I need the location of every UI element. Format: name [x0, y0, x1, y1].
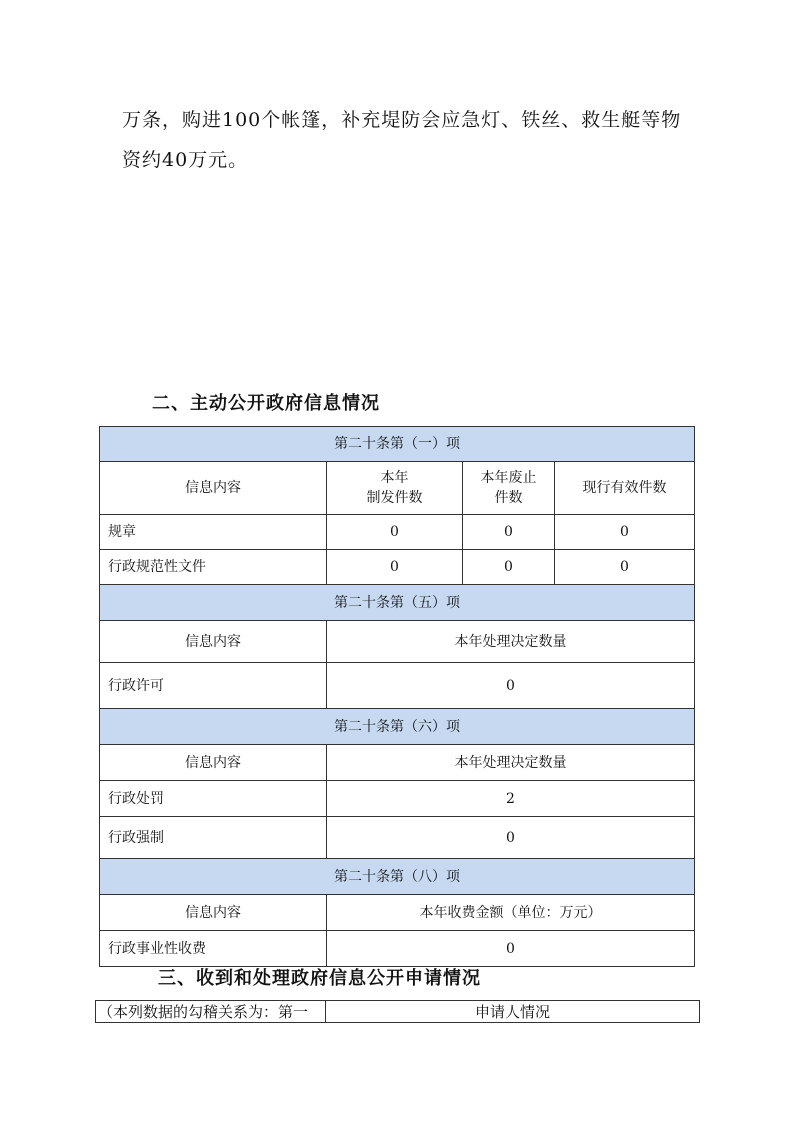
- band-header-article-5: 第二十条第（五）项: [100, 585, 695, 621]
- table-row: [100, 817, 695, 859]
- cell-value: 2: [327, 781, 695, 817]
- table-band-row: [100, 427, 695, 462]
- paragraph-line-1: 万条，购进100个帐篷，补充堤防会应急灯、铁丝、救生艇等物: [122, 109, 682, 131]
- col-header-info: 信息内容: [100, 621, 327, 663]
- col-header-info: 信息内容: [100, 745, 327, 781]
- col-header-repealed-line1: 本年废止: [480, 470, 537, 486]
- row-name: 行政规范性文件: [100, 550, 327, 585]
- col-header-decisions: 本年处理决定数量: [327, 621, 695, 663]
- table-band-row: [100, 859, 695, 895]
- table-header-row: [96, 1001, 700, 1023]
- col-header-issued-line2: 制发件数: [366, 490, 423, 506]
- table-header-row: [100, 745, 695, 781]
- row-name: 行政许可: [100, 663, 327, 709]
- table-row: [100, 550, 695, 585]
- table-row: [100, 781, 695, 817]
- cell-repealed: 0: [463, 550, 555, 585]
- table-row: [100, 663, 695, 709]
- band-header-article-1: 第二十条第（一）项: [100, 427, 695, 462]
- col-header-note: （本列数据的勾稽关系为：第一: [96, 1001, 326, 1023]
- band-header-article-6: 第二十条第（六）项: [100, 709, 695, 745]
- table-band-row: [100, 709, 695, 745]
- paragraph-line-2: 资约40万元。: [122, 149, 249, 171]
- section-3-heading: 三、收到和处理政府信息公开申请情况: [158, 968, 481, 989]
- cell-repealed: 0: [463, 515, 555, 550]
- cell-valid: 0: [555, 550, 695, 585]
- row-name: 行政处罚: [100, 781, 327, 817]
- table-row: [100, 931, 695, 967]
- cell-value: 0: [327, 663, 695, 709]
- cell-value: 0: [327, 931, 695, 967]
- col-header-applicant: 申请人情况: [326, 1001, 700, 1023]
- col-header-issued-line1: 本年: [380, 470, 409, 486]
- col-header-info: 信息内容: [100, 895, 327, 931]
- table-header-row: [100, 621, 695, 663]
- section-2-heading: 二、主动公开政府信息情况: [152, 393, 380, 414]
- cell-issued: 0: [327, 550, 463, 585]
- proactive-disclosure-table: [99, 426, 695, 967]
- application-table: [95, 1000, 700, 1023]
- table-band-row: [100, 585, 695, 621]
- body-paragraph: [122, 100, 702, 180]
- band-header-article-8: 第二十条第（八）项: [100, 859, 695, 895]
- table-header-row: [100, 895, 695, 931]
- col-header-valid: 现行有效件数: [555, 462, 695, 515]
- col-header-info: 信息内容: [100, 462, 327, 515]
- row-name: 行政事业性收费: [100, 931, 327, 967]
- cell-value: 0: [327, 817, 695, 859]
- cell-valid: 0: [555, 515, 695, 550]
- row-name: 规章: [100, 515, 327, 550]
- table-row: [100, 515, 695, 550]
- cell-issued: 0: [327, 515, 463, 550]
- row-name: 行政强制: [100, 817, 327, 859]
- table-header-row: [100, 462, 695, 515]
- col-header-fees: 本年收费金额（单位：万元）: [327, 895, 695, 931]
- col-header-repealed-line2: 件数: [494, 490, 523, 506]
- col-header-issued: [327, 462, 463, 515]
- col-header-decisions: 本年处理决定数量: [327, 745, 695, 781]
- col-header-repealed: [463, 462, 555, 515]
